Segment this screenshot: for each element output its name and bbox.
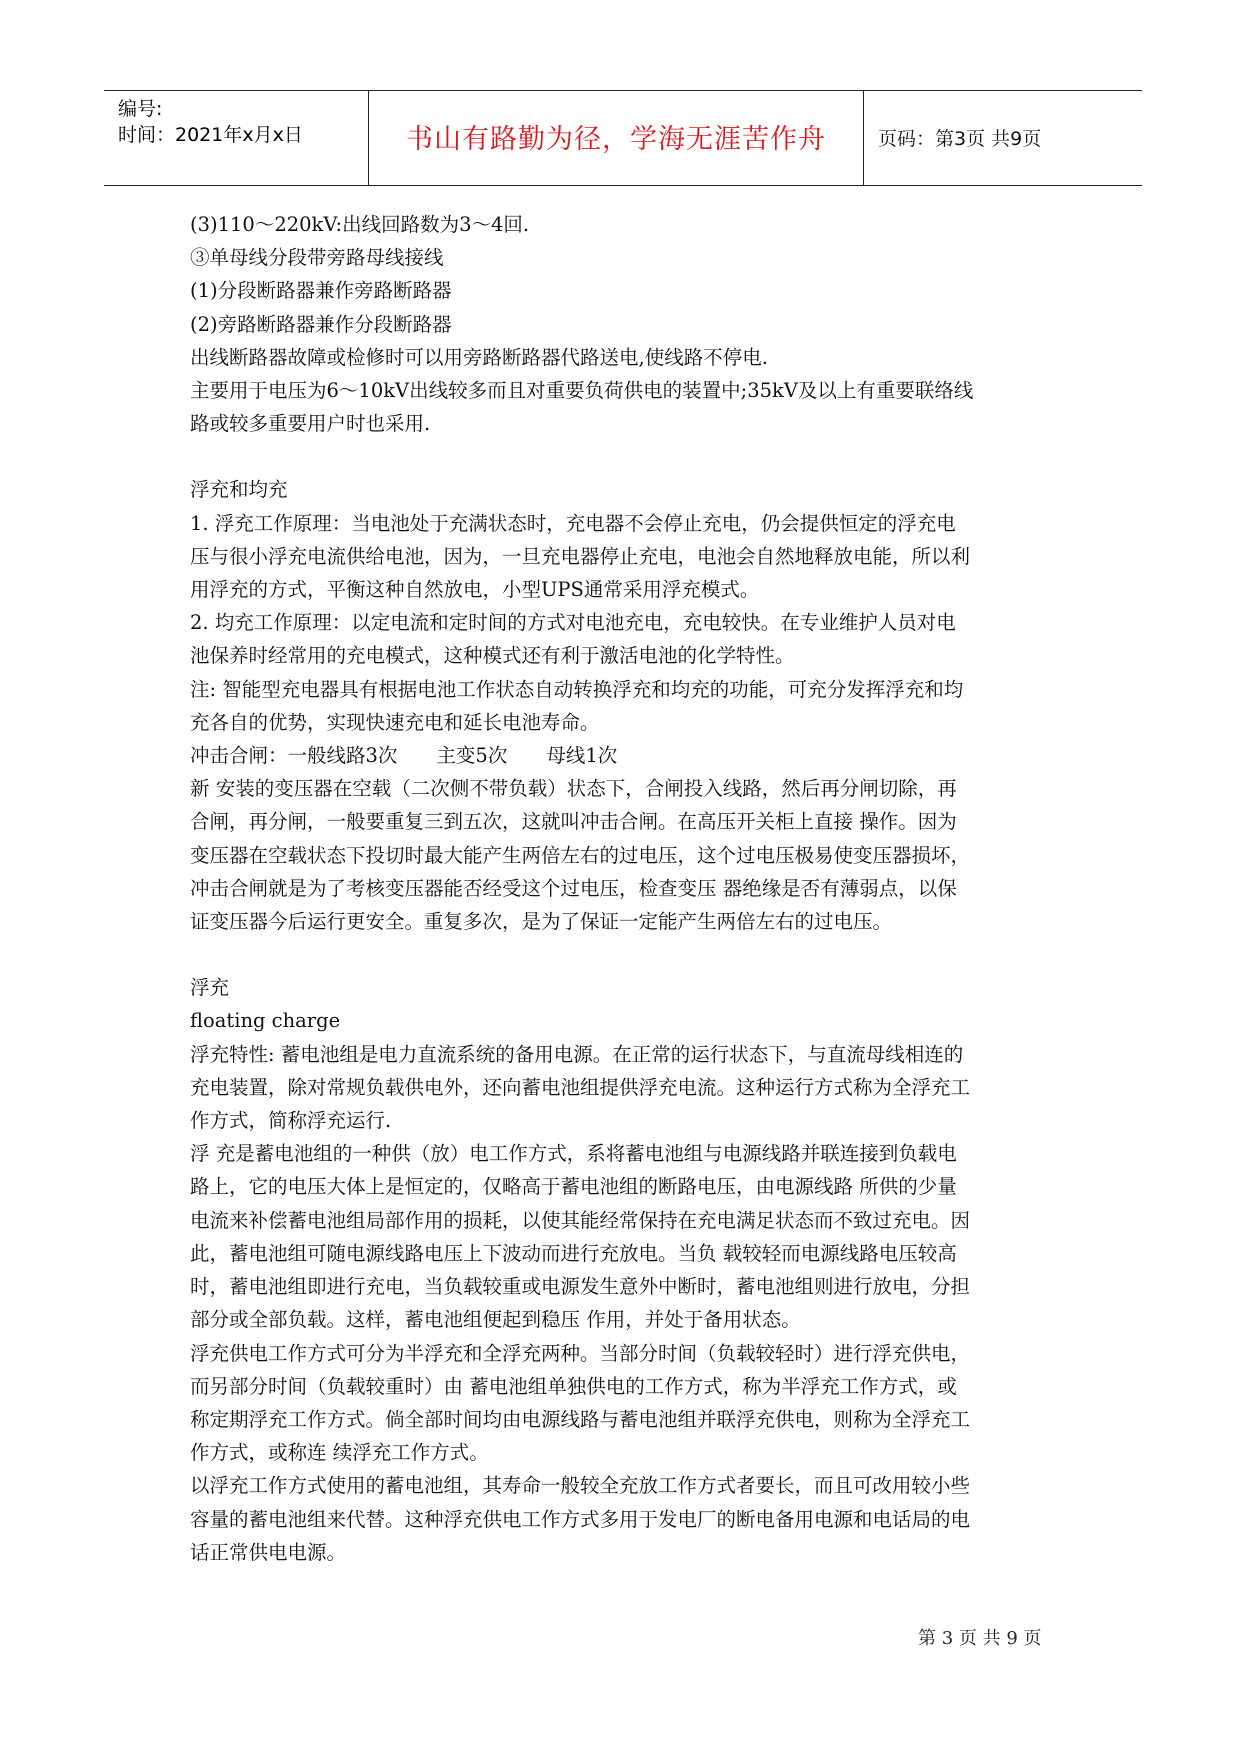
body-line: 合闸，再分闸，一般要重复三到五次，这就叫冲击合闸。在高压开关柜上直接 操作。因为 xyxy=(190,810,957,834)
header-page-number: 页码：第3页 共9页 xyxy=(878,128,1042,150)
body-line: 浮充和均充 xyxy=(190,478,288,502)
body-line: (1)分段断路器兼作旁路断路器 xyxy=(190,279,452,303)
header-motto: 书山有路勤为径，学海无涯苦作舟 xyxy=(406,124,826,155)
page-footer: 第 3 页 共 9 页 xyxy=(918,1628,1042,1649)
header-motto-cell xyxy=(368,91,864,185)
blank-line xyxy=(190,440,1060,473)
body-line: 池保养时经常用的充电模式，这种模式还有利于激活电池的化学特性。 xyxy=(190,644,795,668)
body-line: 此，蓄电池组可随电源线路电压上下波动而进行充放电。当负 载较轻而电源线路电压较高 xyxy=(190,1241,957,1265)
body-line: 电流来补偿蓄电池组局部作用的损耗，以使其能经常保持在充电满足状态而不致过充电。因 xyxy=(190,1208,971,1232)
body-line: 冲击合闸就是为了考核变压器能否经受这个过电压，检查变压 器绝缘是否有薄弱点，以保 xyxy=(190,876,957,900)
body-line: 以浮充工作方式使用的蓄电池组，其寿命一般较全充放工作方式者要长，而且可改用较小些 xyxy=(190,1474,971,1498)
body-line: 变压器在空载状态下投切时最大能产生两倍左右的过电压，这个过电压极易使变压器损坏， xyxy=(190,843,971,867)
body-line: 浮充特性: 蓄电池组是电力直流系统的备用电源。在正常的运行状态下，与直流母线相连的 xyxy=(190,1042,964,1066)
body-line: 路上，它的电压大体上是恒定的，仅略高于蓄电池组的断路电压，由电源线路 所供的少量 xyxy=(190,1175,957,1199)
body-line: 而另部分时间（负载较重时）由 蓄电池组单独供电的工作方式，称为半浮充工作方式，或 xyxy=(190,1374,957,1398)
body-line: 容量的蓄电池组来代替。这种浮充供电工作方式多用于发电厂的断电备用电源和电话局的电 xyxy=(190,1507,971,1531)
body-line: 作方式，简称浮充运行. xyxy=(190,1109,392,1133)
body-line: 浮充 xyxy=(190,976,230,1000)
document-time-label: 时间：2021年x月x日 xyxy=(118,124,303,146)
body-line: 浮 充是蓄电池组的一种供（放）电工作方式，系将蓄电池组与电源线路并联连接到负载电 xyxy=(190,1142,957,1166)
body-line: 充各自的优势，实现快速充电和延长电池寿命。 xyxy=(190,710,600,734)
body-line: 出线断路器故障或检修时可以用旁路断路器代路送电,使线路不停电. xyxy=(190,345,768,369)
body-line: 称定期浮充工作方式。倘全部时间均由电源线路与蓄电池组并联浮充供电，则称为全浮充工 xyxy=(190,1407,971,1431)
body-line: floating charge xyxy=(190,1009,341,1033)
body-line: ③单母线分段带旁路母线接线 xyxy=(190,246,444,270)
body-line: (3)110～220kV:出线回路数为3～4回. xyxy=(190,213,530,236)
body-line: 部分或全部负载。这样，蓄电池组便起到稳压 作用，并处于备用状态。 xyxy=(190,1308,801,1332)
body-line: 压与很小浮充电流供给电池，因为，一旦充电器停止充电，电池会自然地释放电能，所以利 xyxy=(190,544,971,568)
body-line: 注: 智能型充电器具有根据电池工作状态自动转换浮充和均充的功能，可充分发挥浮充和均 xyxy=(190,677,964,701)
header-page-cell xyxy=(864,91,1142,185)
header-info-cell xyxy=(104,91,368,185)
body-line: 路或较多重要用户时也采用. xyxy=(190,412,431,436)
body-line: 作方式，或称连 续浮充工作方式。 xyxy=(190,1441,489,1465)
body-line: 1. 浮充工作原理：当电池处于充满状态时，充电器不会停止充电，仍会提供恒定的浮充电 xyxy=(190,511,956,535)
page-header xyxy=(104,90,1142,186)
body-line: 冲击合闸：一般线路3次 主变5次 母线1次 xyxy=(190,744,618,768)
blank-line xyxy=(190,938,1060,971)
body-line: (2)旁路断路器兼作分段断路器 xyxy=(190,312,452,336)
document-body xyxy=(190,208,1060,1569)
body-line: 用浮充的方式，平衡这种自然放电，小型UPS通常采用浮充模式。 xyxy=(190,578,760,602)
body-line: 主要用于电压为6～10kV出线较多而且对重要负荷供电的装置中;35kV及以上有重要联络线 xyxy=(190,379,974,403)
body-line: 话正常供电电源。 xyxy=(190,1540,347,1564)
document-number-label: 编号: xyxy=(118,98,163,120)
body-line: 充电装置，除对常规负载供电外，还向蓄电池组提供浮充电流。这种运行方式称为全浮充工 xyxy=(190,1075,971,1099)
body-line: 时，蓄电池组即进行充电，当负载较重或电源发生意外中断时，蓄电池组则进行放电，分担 xyxy=(190,1275,971,1299)
body-line: 证变压器今后运行更安全。重复多次，是为了保证一定能产生两倍左右的过电压。 xyxy=(190,910,893,934)
body-line: 新 安装的变压器在空载（二次侧不带负载）状态下，合闸投入线路，然后再分闸切除，再 xyxy=(190,777,957,801)
body-line: 浮充供电工作方式可分为半浮充和全浮充两种。当部分时间（负载较轻时）进行浮充供电， xyxy=(190,1341,971,1365)
body-line: 2. 均充工作原理：以定电流和定时间的方式对电池充电，充电较快。在专业维护人员对电 xyxy=(190,611,956,635)
